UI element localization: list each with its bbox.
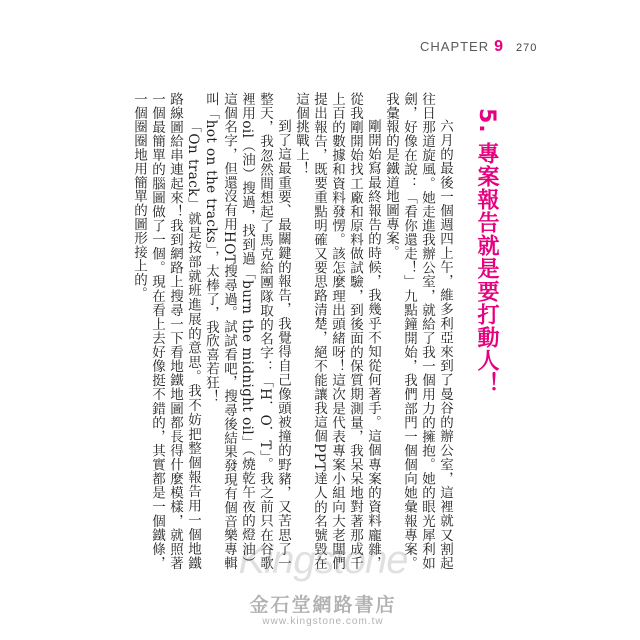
page-number: 270: [516, 42, 538, 54]
chapter-label: CHAPTER: [420, 39, 490, 54]
section-title: 5. 專案報告就是要打動人！: [474, 108, 499, 396]
watermark-brand: Kingstone: [238, 538, 408, 582]
paragraph: 剛開始寫最終報告的時候，我幾乎不知從何著手。這個專案的資料龐雜，從我剛開始找工廠和原料做試驗，到後面的保質期測量，我呆呆地對著那成千上百的數據和資料發愣。該怎麼理出頭緒呀！這次是代表專案小組向大老闆們提出報告，既要重點明確又要思路清楚，絕不能讓我這個PPT達人的名號毀在這個挑戰上！: [293, 92, 381, 570]
watermark-url: www.kingstone.com.tw: [262, 616, 384, 627]
watermark-logo: [228, 538, 418, 583]
watermark-chinese: 金石堂網路書店: [249, 594, 397, 616]
paragraph: 六月的最後一個週四上午，維多利亞來到了曼谷的辦公室，這裡就又割起往日那道旋風。她走進我辦公室，就給了我一個用力的擁抱。她的眼光犀利如劍，好像在說：「看你還走！」九點鐘開始，我們部門一個個向她彙報專案。我彙報的是鐵道地圖專案。: [383, 92, 453, 570]
body-text: [130, 92, 454, 570]
paragraph: 到了這最重要、最關鍵的報告，我覺得自己像頭被撞的野豬，又苦思了一整天，我忽然間想起了馬克給團隊取的名字：「H．O．T」。我之前只在谷歌裡用oil（油）搜過，找到過「burn the midnight oil」（燒乾午夜的燈油）這個名字，但還沒有用HOT搜尋過。試試看吧，搜尋後結果發現有個音樂專輯叫「hot on the tracks」，太棒了，我欣喜若狂！: [203, 92, 291, 570]
running-header: [420, 38, 537, 56]
chapter-number: 9: [494, 38, 504, 55]
paragraph: 「On track」就是按部就班進展的意思。我不妨把整個報告用一個地鐵路線圖給串連起來！我到網路上搜尋一下看地鐵地圖都長得什麼模樣，就照著一個最簡單的腦圖做了一個。現在看上去好像挺不錯的，其實都是一個鐵條，一個圈圈地用簡單的圖形接上的。: [131, 92, 201, 570]
